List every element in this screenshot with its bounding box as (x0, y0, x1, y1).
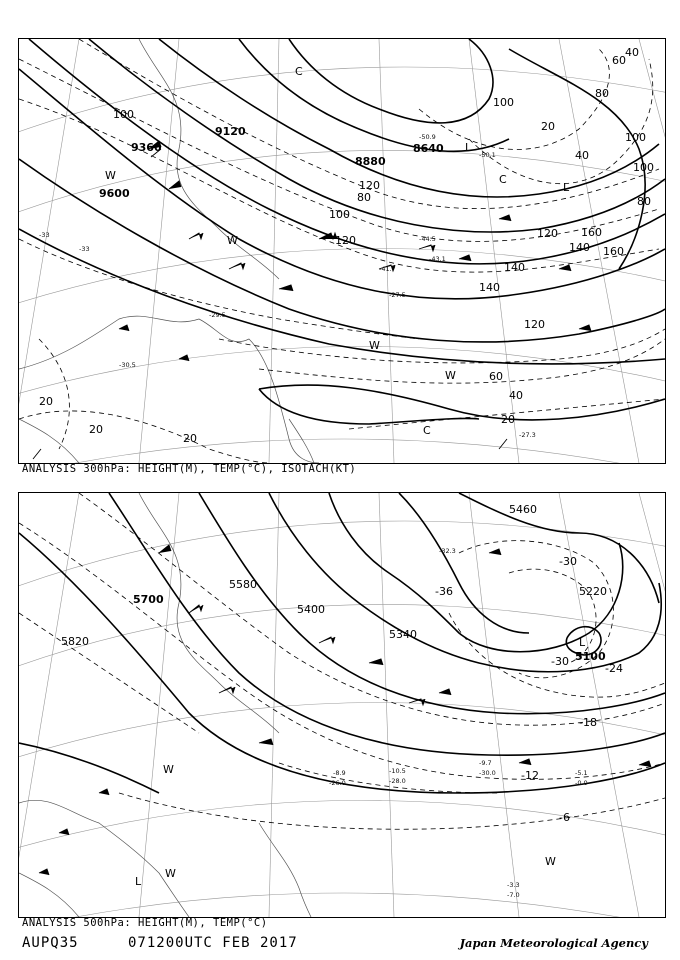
station-value: -27.3 (519, 431, 536, 439)
low-center-mark: L (563, 181, 570, 194)
isotach-label: 40 (509, 389, 523, 402)
station-value: -32.3 (439, 547, 456, 555)
panel-caption-500hpa: ANALYSIS 500hPa: HEIGHT(M), TEMP(°C) (22, 917, 268, 929)
isotach-label: 100 (625, 131, 646, 144)
cold-center-mark: C (423, 424, 431, 437)
station-value: -43.1 (429, 255, 446, 263)
station-value: -50.9 (419, 133, 436, 141)
station-value: -33 (79, 245, 90, 253)
isotach-label: 20 (183, 432, 197, 445)
height-label: 5460 (509, 503, 537, 516)
station-value: -8.9 (333, 769, 346, 777)
warm-center-mark: W (165, 867, 176, 880)
isotach-label: 100 (113, 108, 134, 121)
map-500hpa (19, 493, 665, 917)
panel-caption-300hpa: ANALYSIS 300hPa: HEIGHT(M), TEMP(°C), ISOTACH(KT) (22, 463, 357, 475)
height-label: 5400 (297, 603, 325, 616)
station-value: -27.5 (389, 291, 406, 299)
station-value: -30.5 (119, 361, 136, 369)
station-value: -44.5 (419, 235, 436, 243)
station-values (329, 547, 588, 899)
isotach-label: 120 (524, 318, 545, 331)
height-label: 5340 (389, 628, 417, 641)
cold-center-mark: C (499, 173, 507, 186)
station-value: -0.0 (575, 779, 588, 787)
low-center-mark: L (135, 875, 142, 888)
warm-center-mark: W (227, 234, 238, 247)
temp-label: -30 (551, 655, 569, 668)
isotach-label: 40 (625, 46, 639, 59)
isotach-label: 20 (39, 395, 53, 408)
isotach-label: 100 (493, 96, 514, 109)
height-label: 5100 (575, 650, 606, 663)
warm-center-mark: W (445, 369, 456, 382)
isotach-label: 60 (612, 54, 626, 67)
station-value: -7.0 (507, 891, 520, 899)
isotach-label: 140 (479, 281, 500, 294)
warm-center-mark: W (105, 169, 116, 182)
chart-panel-500hpa (18, 492, 666, 918)
isotach-label: 80 (595, 87, 609, 100)
isotach-label: 160 (603, 245, 624, 258)
isotach-label: 140 (504, 261, 525, 274)
station-value: -30.0 (479, 769, 496, 777)
height-label: 5700 (133, 593, 164, 606)
agency-credit: Japan Meteorological Agency (459, 936, 648, 950)
temp-label: -36 (435, 585, 453, 598)
isotach-label: 160 (581, 226, 602, 239)
temp-label: -6 (559, 811, 570, 824)
warm-center-mark: W (163, 763, 174, 776)
temp-label: -18 (579, 716, 597, 729)
height-label: 5820 (61, 635, 89, 648)
isotach-label: 20 (541, 120, 555, 133)
isotach-label: 20 (89, 423, 103, 436)
height-label: 8640 (413, 142, 444, 155)
height-label: 5580 (229, 578, 257, 591)
isotach-label: 80 (637, 195, 651, 208)
station-value: -10.5 (389, 767, 406, 775)
product-code: AUPQ35 (22, 935, 79, 951)
station-value: -29.5 (209, 311, 226, 319)
warm-center-mark: W (545, 855, 556, 868)
isotach-label: 40 (575, 149, 589, 162)
station-value: -26.0 (329, 779, 346, 787)
station-value: -9.7 (479, 759, 492, 767)
temp-label: -12 (521, 769, 539, 782)
height-label: 9360 (131, 141, 162, 154)
isotach-label: 140 (569, 241, 590, 254)
height-label: 9120 (215, 125, 246, 138)
height-label: 5220 (579, 585, 607, 598)
isotach-label: 120 (335, 234, 356, 247)
station-value: -3.3 (507, 881, 520, 889)
station-value: -41.7 (379, 265, 396, 273)
cold-center-mark: C (295, 65, 303, 78)
station-value: -50.1 (479, 151, 496, 159)
isotach-labels (39, 46, 654, 445)
station-value: -33 (39, 231, 50, 239)
system-marks (135, 636, 586, 888)
isotach-label: 100 (633, 161, 654, 174)
station-value: -5.1 (575, 769, 588, 777)
height-contours (19, 39, 665, 424)
isotach-label: 120 (537, 227, 558, 240)
station-value: -28.0 (389, 777, 406, 785)
low-center-mark: L (579, 636, 586, 649)
low-center-mark: L (465, 141, 472, 154)
isotach-label: 100 (329, 208, 350, 221)
height-label: 9600 (99, 187, 130, 200)
chart-panel-300hpa (18, 38, 666, 464)
map-300hpa (19, 39, 665, 463)
isotach-label: 120 (359, 179, 380, 192)
warm-center-mark: W (369, 339, 380, 352)
height-label: 8880 (355, 155, 386, 168)
valid-time: 071200UTC FEB 2017 (128, 935, 298, 951)
temp-label: -24 (605, 662, 623, 675)
wind-barbs (39, 545, 651, 875)
temp-label: -30 (559, 555, 577, 568)
isotach-label: 20 (501, 413, 515, 426)
height-contours (19, 493, 665, 793)
isotach-label: 60 (489, 370, 503, 383)
isotach-label: 80 (357, 191, 371, 204)
